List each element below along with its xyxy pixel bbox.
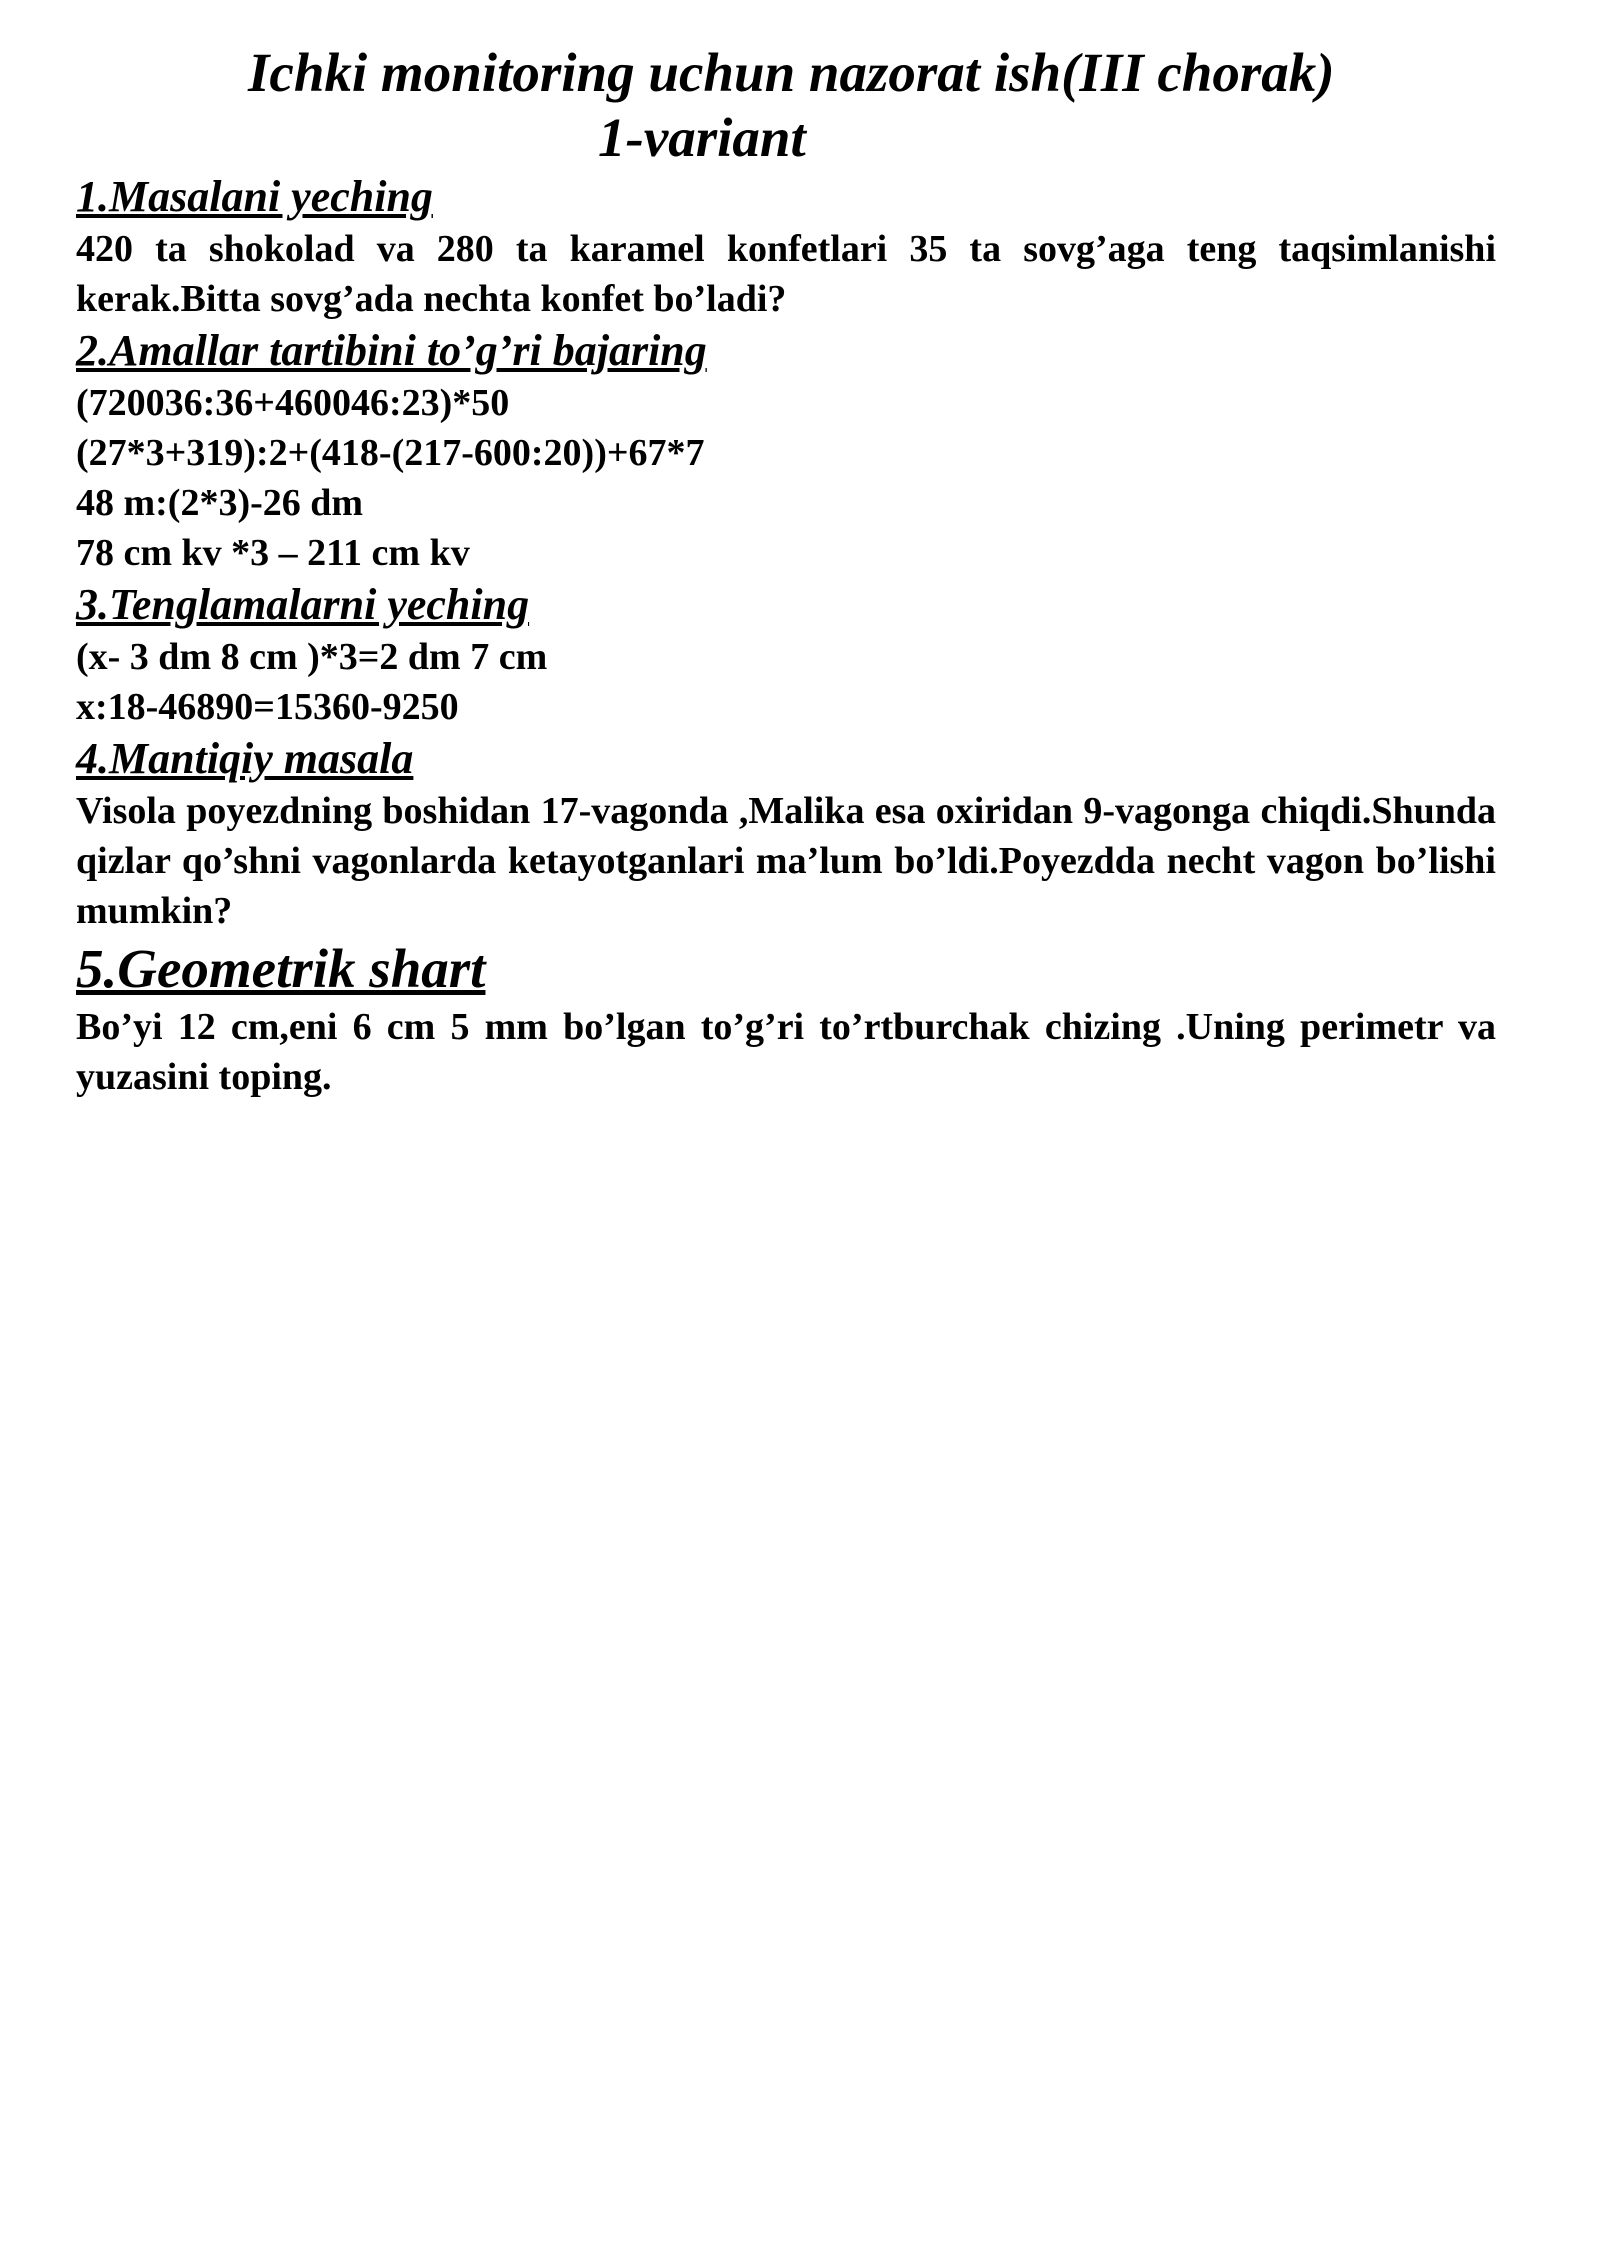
expression-line: (720036:36+460046:23)*50 — [76, 382, 510, 424]
section-4-heading: 4.Mantiqiy masala — [76, 734, 414, 783]
expression-line: 48 m:(2*3)-26 dm — [76, 482, 364, 524]
section-1-heading: 1.Masalani yeching — [76, 172, 433, 221]
section-3-heading: 3.Tenglamalarni yeching — [76, 580, 530, 629]
expression-line: 78 cm kv *3 – 211 cm kv — [76, 532, 470, 574]
section-5-heading: 5.Geometrik shart — [76, 938, 486, 999]
section-1-problem-text: 420 ta shokolad va 280 ta karamel konfetlari 35 ta sovg’aga teng taqsimlanishi kerak.Bitta sovg’ada nechta konfet bo’ladi? — [76, 228, 1496, 320]
equation-line: (x- 3 dm 8 cm )*3=2 dm 7 cm — [76, 636, 548, 678]
document-title: Ichki monitoring uchun nazorat ish(III chorak) — [248, 42, 1335, 103]
equation-line: x:18-46890=15360-9250 — [76, 686, 459, 728]
section-4-problem-text: Visola poyezdning boshidan 17-vagonda ,Malika esa oxiridan 9-vagonga chiqdi.Shunda qizlar qo’shni vagonlarda ketayotganlari ma’lum bo’ldi.Poyezdda necht vagon bo’lishi mumkin? — [76, 790, 1496, 932]
expression-line: (27*3+319):2+(418-(217-600:20))+67*7 — [76, 432, 705, 474]
section-2-heading: 2.Amallar tartibini to’g’ri bajaring — [76, 326, 707, 375]
document-page — [76, 40, 1496, 1102]
section-5-problem-text: Bo’yi 12 cm,eni 6 cm 5 mm bo’lgan to’g’ri to’rtburchak chizing .Uning perimetr va yuzasini toping. — [76, 1006, 1496, 1098]
variant-label: 1-variant — [598, 107, 806, 168]
